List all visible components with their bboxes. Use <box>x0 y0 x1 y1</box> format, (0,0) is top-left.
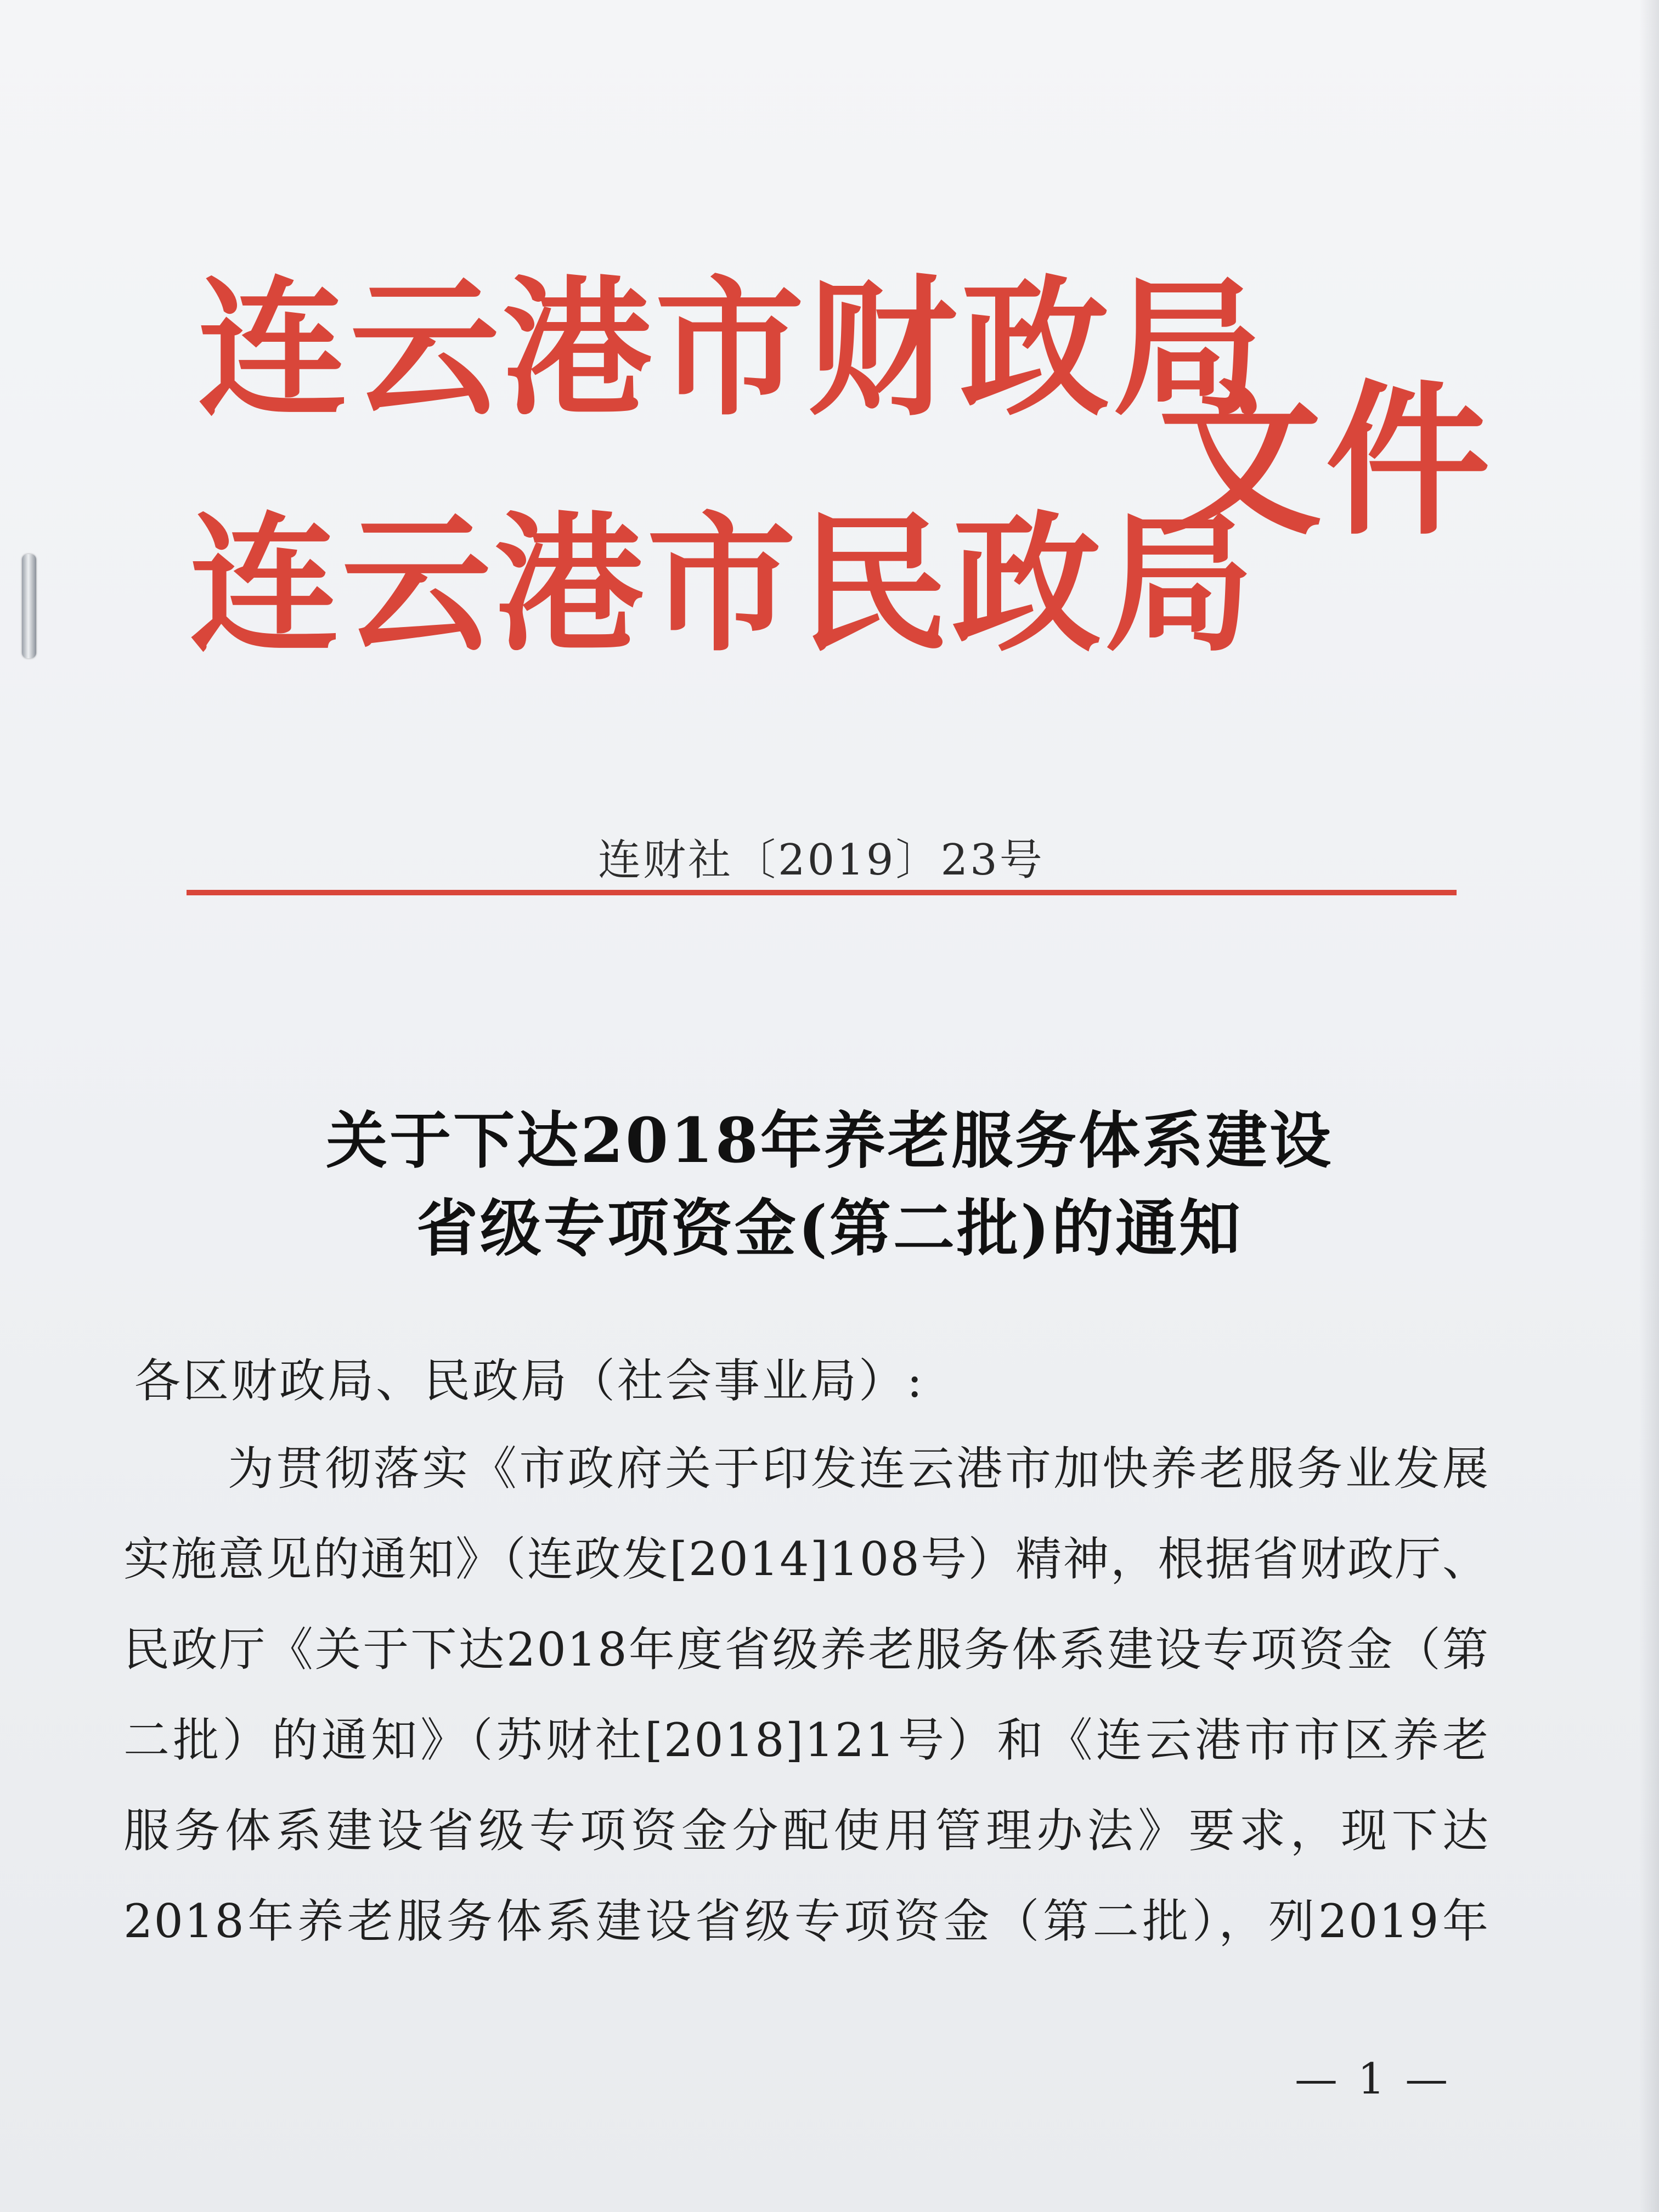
salutation: 各区财政局、民政局（社会事业局）: <box>134 1354 925 1408</box>
issuing-org-civil-affairs-bureau: 连云港市民政局 <box>189 497 1257 672</box>
notice-title-line-2: 省级专项资金(第二批)的通知 <box>416 1193 1243 1265</box>
body-paragraph-line: 二批）的通知》（苏财社[2018]121号）和《连云港市市区养老 <box>123 1713 1489 1767</box>
staple <box>22 554 36 658</box>
document-number: 连财社〔2019〕23号 <box>598 836 1045 885</box>
page-number: — 1 — <box>1295 2055 1452 2104</box>
issuing-org-finance-bureau: 连云港市财政局 <box>198 261 1265 436</box>
body-paragraph-line: 实施意见的通知》（连政发[2014]108号）精神，根据省财政厅、 <box>123 1532 1489 1586</box>
body-paragraph-line: 服务体系建设省级专项资金分配使用管理办法》要求，现下达 <box>123 1804 1489 1858</box>
document-type-label: 文件 <box>1158 364 1493 557</box>
red-separator-line <box>187 890 1457 895</box>
body-paragraph-line: 民政厅《关于下达2018年度省级养老服务体系建设专项资金（第 <box>123 1623 1489 1677</box>
body-paragraph-line: 2018年养老服务体系建设省级专项资金（第二批），列2019年 <box>123 1894 1489 1948</box>
notice-title-line-1: 关于下达2018年养老服务体系建设 <box>326 1105 1333 1177</box>
body-paragraph-line: 为贯彻落实《市政府关于印发连云港市加快养老服务业发展 <box>228 1442 1489 1496</box>
